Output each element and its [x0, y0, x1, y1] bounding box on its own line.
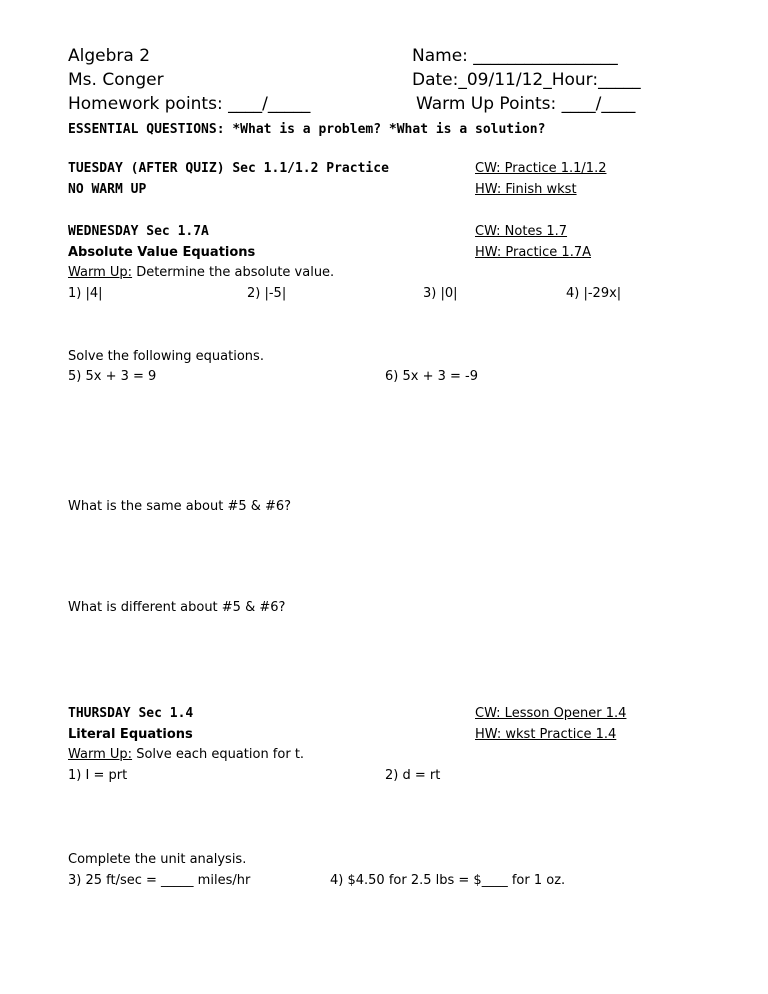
wednesday-classwork: CW: Notes 1.7 — [475, 224, 568, 239]
literal-equation-2: 2) d = rt — [385, 768, 441, 783]
warmup-label: Warm Up: — [68, 265, 133, 280]
thursday-homework: HW: wkst Practice 1.4 — [475, 727, 617, 742]
essential-questions: ESSENTIAL QUESTIONS: *What is a problem? *What is a solution? — [68, 122, 546, 137]
wednesday-homework: HW: Practice 1.7A — [475, 245, 592, 260]
wednesday-warmup — [68, 266, 334, 279]
literal-equation-1: 1) I = prt — [68, 768, 128, 783]
abs-problem-4: 4) |-29x| — [566, 286, 622, 301]
date-hour-field: Date:_09/11/12_Hour:_____ — [412, 70, 641, 90]
unit-analysis-prompt: Complete the unit analysis. — [68, 852, 247, 867]
solve-prompt: Solve the following equations. — [68, 349, 264, 364]
warmup-instructions: Determine the absolute value. — [132, 265, 335, 280]
thursday-topic: Literal Equations — [68, 727, 193, 742]
warmup-label: Warm Up: — [68, 747, 133, 762]
tuesday-classwork: CW: Practice 1.1/1.2 — [475, 161, 607, 176]
course-title: Algebra 2 — [68, 46, 151, 66]
abs-problem-3: 3) |0| — [423, 286, 458, 301]
unit-question-4: 4) $4.50 for 2.5 lbs = $____ for 1 oz. — [330, 873, 566, 888]
equation-5: 5) 5x + 3 = 9 — [68, 369, 157, 384]
thursday-title: THURSDAY Sec 1.4 — [68, 706, 194, 721]
homework-points: Homework points: ____/_____ — [68, 94, 311, 114]
abs-problem-2: 2) |-5| — [247, 286, 287, 301]
different-question: What is different about #5 & #6? — [68, 600, 286, 615]
warmup-instructions: Solve each equation for t. — [132, 747, 305, 762]
name-field: Name: _________________ — [412, 46, 618, 66]
tuesday-title: TUESDAY (AFTER QUIZ) Sec 1.1/1.2 Practice — [68, 161, 389, 176]
wednesday-title: WEDNESDAY Sec 1.7A — [68, 224, 209, 239]
teacher-name: Ms. Conger — [68, 70, 164, 90]
equation-6: 6) 5x + 3 = -9 — [385, 369, 478, 384]
thursday-classwork: CW: Lesson Opener 1.4 — [475, 706, 627, 721]
wednesday-topic: Absolute Value Equations — [68, 245, 256, 260]
tuesday-subtitle: NO WARM UP — [68, 182, 147, 197]
thursday-warmup — [68, 748, 304, 761]
warmup-points: Warm Up Points: ____/____ — [416, 94, 636, 114]
tuesday-homework: HW: Finish wkst — [475, 182, 577, 197]
abs-problem-1: 1) |4| — [68, 286, 103, 301]
same-question: What is the same about #5 & #6? — [68, 499, 292, 514]
unit-question-3: 3) 25 ft/sec = _____ miles/hr — [68, 873, 251, 888]
